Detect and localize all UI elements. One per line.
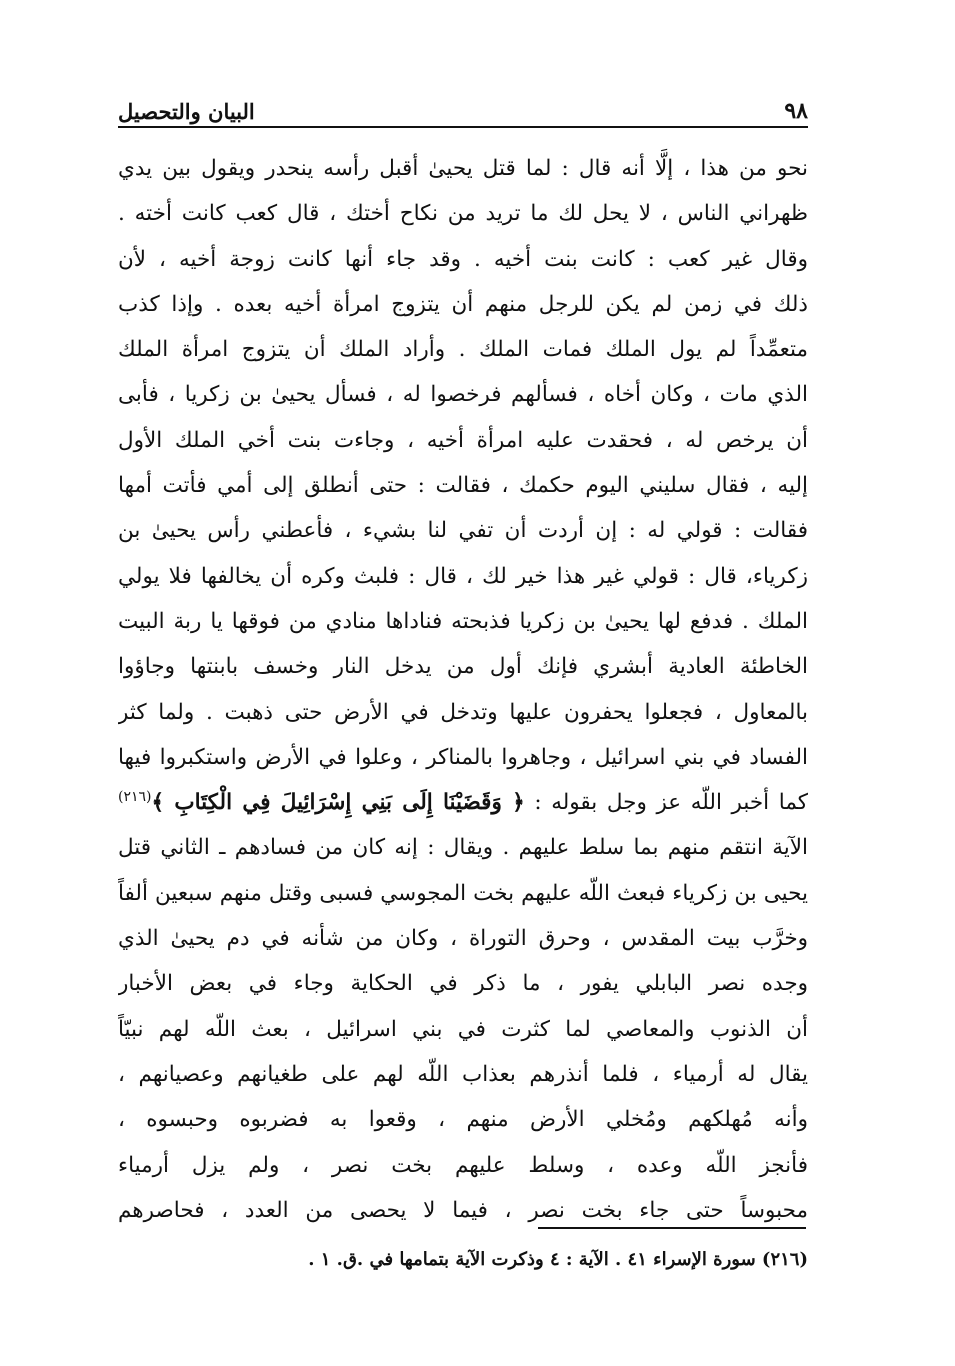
page-number: ٩٨ [784,98,808,124]
text-line: بالمعاول ، فجعلوا يحفرون عليها وتدخل في الأرض حتى ذهبت . ولما كثر [118,699,808,725]
page-header [118,84,808,124]
body-text [118,146,808,1233]
text-line: ظهراني الناس ، لا يحل لك ما تريد من نكاح أختك ، قال كعب كانت أخته . [118,201,808,227]
footnote: (٢١٦) سورة الإسراء ٤١ . الآية : ٤ وذكرت الآية بتمامها في .ق. ١ . [308,1249,808,1270]
text-line: وخرَّب بيت المقدس ، وحرق التوراة ، وكان من شأنه في دم يحيىٰ الذي [118,926,808,952]
text-line: متعمِّداً لم يول الملك فمات الملك . وأراد الملك أن يتزوج امرأة الملك [118,337,808,363]
text-line: يقال له أرمياء ، فلما أنذرهم بعذاب اللّه لهم على طغيانهم وعصيانهم ، [118,1061,808,1087]
quran-verse: ﴿ وَقَضَيْنَا إِلَى بَنِي إِسْرَائِيلَ فِي الْكِتَابِ ﴾ [151,790,525,816]
text-line: زكرياء، قال : قولي غير هذا خير لك ، قال : فلبث وكره أن يخالفها فلا يولي [118,563,808,589]
verse-intro: كما أخبر اللّه عز وجل بقوله : [524,790,808,816]
text-line: الخاطئة العادية أبشري فإنك أول من يدخل النار وخسف بابنتها وجاؤوا [118,654,808,680]
text-line: الذي مات ، وكان أخاه ، فسألهم فرخصوا له ، فسأل يحيىٰ بن زكريا ، فأبى [118,382,808,408]
text-line: وأنه مُهلكهم ومُخلي الأرض منهم ، وقعوا به فضربوه وحبسوه ، [118,1107,808,1133]
verse-line [118,780,808,825]
text-line: يحيى بن زكرياء فبعث اللّه عليهم بخت المجوسي فسبى وقتل منهم سبعين ألفاً [118,880,808,906]
header-rule [118,126,808,128]
footnote-rule [538,1227,806,1229]
text-line: وقال غير كعب : كانت بنت أخيه . وقد جاء أنها كانت زوجة أخيه ، لأن [118,246,808,272]
footnote-reference: (٢١٦) [118,789,152,805]
text-line: محبوساً حتى جاء بخت نصر ، فيما لا يحصى من العدد ، فحاصرهم [118,1197,808,1223]
text-line: فقالت : قولي له : إن أردت أن تفي لنا بشيء ، فأعطني رأس يحيىٰ بن [118,518,808,544]
running-title: البيان والتحصيل [118,99,255,124]
text-line: الفساد في بني اسرائيل ، وجاهروا بالمناكر ، وعلوا في الأرض واستكبروا فيها [118,744,808,770]
text-line: نحو من هذا ، إلَّا أنه قال : لما قتل يحيىٰ أقبل رأسه ينحدر ويقول بين يدي [118,156,808,181]
text-line: إليه ، فقال سليني اليوم حكمك ، فقالت : حتى أنطلق إلى أمي فأتت أمها [118,473,808,499]
text-line: وجده نصر البابلي يفور ، ما ذكر في الحكاية وجاء في بعض الأخبار [118,971,808,997]
text-line: فأنجز اللّه وعده ، وسلط عليهم بخت نصر ، ولم يزل أرمياء [118,1152,808,1178]
text-line: الآية انتقم منهم بما سلط عليهم . ويقال : إنه كان من فسادهم ـ الثاني قتل [118,835,808,861]
text-line: الملك . فدفع لها يحيىٰ بن زكريا فذبحته فناداها منادي من فوقها يا ربة البيت [118,608,808,634]
text-line: أن الذنوب والمعاصي لما كثرت في بني اسرائيل ، بعث اللّه لهم نبيّاً [118,1016,808,1042]
text-line: أن يرخص له ، فحقدت عليه امرأة أخيه ، وجاءت بنت أخي الملك الأول [118,427,808,453]
text-line: ذلك في زمن لم يكن للرجل منهم أن يتزوج امرأة أخيه بعده . وإذا كذب [118,291,808,317]
